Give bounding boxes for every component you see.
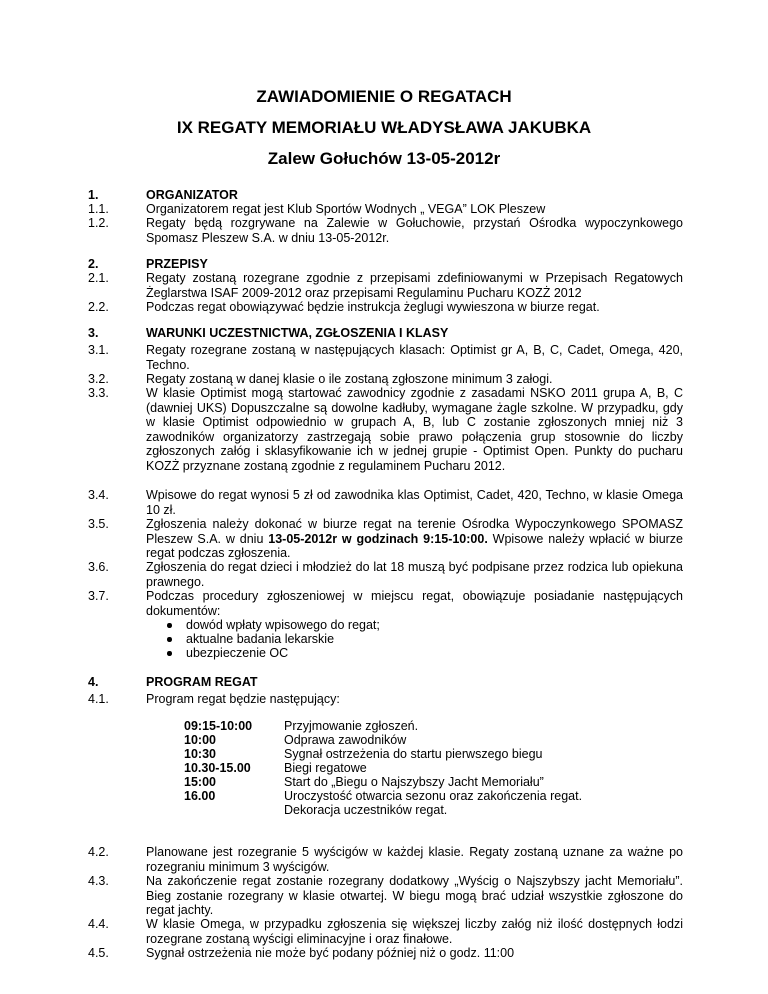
schedule-desc: Uroczystość otwarcia sezonu oraz zakończenia regat. xyxy=(284,789,583,803)
schedule-desc: Odprawa zawodników xyxy=(284,733,407,747)
item-number: 2.2. xyxy=(88,300,109,314)
item-text: Podczas procedury zgłoszeniowej w miejscu regat, obowiązuje posiadanie następujących dokumentów: xyxy=(146,589,683,618)
location-date: Zalew Gołuchów 13-05-2012r xyxy=(267,149,501,168)
item-text-part: Wpisowe należy wpłacić w biurze regat podczas zgłoszenia. xyxy=(146,531,684,560)
item-number: 3.1. xyxy=(88,343,109,357)
item-text: W klasie Optimist mogą startować zawodnicy zgodnie z zasadami NSKO 2011 grupa A, B, C (dawniej UKS) Dopuszczalne są dowolne kadłuby, wymagane żagle szkolne. W przypadku, gdy w klasie Optimist odpowiednio w grupach A, B, lub C zostanie zgłoszonych mniej niż 3 zawodników organizatorzy zastrzegają sobie prawo połączenia grup stosownie do liczby zgłoszonych załóg i sklasyfikowanie ich w jednej grupie - Optimist Open. Punkty do pucharu KOZŻ przyznane zostaną zgodnie z regulaminem Pucharu 2012. xyxy=(146,386,683,473)
item-text-part: Zgłoszenia należy dokonać w biurze regat na terenie Ośrodka Wypoczynkowego SPOMASZ Pleszew S.A. w dniu xyxy=(146,517,683,546)
section-heading: PRZEPISY xyxy=(146,257,208,271)
item-number: 1.1. xyxy=(88,202,109,216)
bullet-item: dowód wpłaty wpisowego do regat; xyxy=(186,618,380,632)
item-number: 1.2. xyxy=(88,216,109,230)
item-text: Wpisowe do regat wynosi 5 zł od zawodnika klas Optimist, Cadet, 420, Techno, w klasie Omega 10 zł. xyxy=(146,488,683,517)
item-number: 3.6. xyxy=(88,560,109,574)
item-number: 3.5. xyxy=(88,517,109,531)
item-number: 4.4. xyxy=(88,917,109,931)
item-text: Na zakończenie regat zostanie rozegrany dodatkowy „Wyścig o Najszybszy jacht Memoriału”. Bieg zostanie rozegrany w klasie otwartej. W biegu mogą brać udział wszystkie zgłoszone do regat jachty. xyxy=(146,874,683,917)
schedule-time: 10.30-15.00 xyxy=(184,761,251,775)
schedule-time: 15:00 xyxy=(184,775,216,789)
item-text: Regaty zostaną rozegrane zgodnie z przepisami zdefiniowanymi w Przepisach Regatowych Żeglarstwa ISAF 2009-2012 oraz przepisami Regulaminu Pucharu KOZŻ 2012 xyxy=(146,271,683,300)
schedule-desc: Dekoracja uczestników regat. xyxy=(284,803,448,817)
schedule-desc: Start do „Biegu o Najszybszy Jacht Memoriału” xyxy=(284,775,544,789)
bullet-item: aktualne badania lekarskie xyxy=(186,632,335,646)
registration-date-hours: 13-05-2012r w godzinach 9:15-10:00. xyxy=(268,531,488,546)
section-number: 4. xyxy=(88,675,99,689)
item-text: Sygnał ostrzeżenia nie może być podany później niż o godz. 11:00 xyxy=(146,946,515,960)
item-text: Planowane jest rozegranie 5 wyścigów w każdej klasie. Regaty zostaną uznane za ważne po rozegraniu minimum 3 wyścigów. xyxy=(146,845,683,874)
item-number: 4.3. xyxy=(88,874,109,888)
item-number: 3.3. xyxy=(88,386,109,400)
item-text: Regaty będą rozgrywane na Zalewie w Gołuchowie, przystań Ośrodka wypoczynkowego Spomasz Pleszew S.A. w dniu 13-05-2012r. xyxy=(146,216,683,245)
schedule-desc: Przyjmowanie zgłoszeń. xyxy=(284,719,419,733)
item-text: Program regat będzie następujący: xyxy=(146,692,340,706)
item-number: 2.1. xyxy=(88,271,109,285)
document-subtitle: IX REGATY MEMORIAŁU WŁADYSŁAWA JAKUBKA xyxy=(176,118,592,137)
item-text: Regaty zostaną w danej klasie o ile zostaną zgłoszone minimum 3 załogi. xyxy=(146,372,553,386)
schedule-desc: Sygnał ostrzeżenia do startu pierwszego biegu xyxy=(284,747,543,761)
section-heading: PROGRAM REGAT xyxy=(146,675,258,689)
item-text: W klasie Omega, w przypadku zgłoszenia się większej liczby załóg niż ilość dostępnych łodzi rozegrane zostaną wyścigi eliminacyjne i oraz finałowe. xyxy=(146,917,683,946)
item-number: 3.2. xyxy=(88,372,109,386)
item-text: Zgłoszenia do regat dzieci i młodzież do lat 18 muszą być podpisane przez rodzica lub opiekuna prawnego. xyxy=(146,560,683,589)
schedule-time: 10:30 xyxy=(184,747,216,761)
schedule-time: 16.00 xyxy=(184,789,216,803)
schedule-desc: Biegi regatowe xyxy=(284,761,367,775)
section-heading: ORGANIZATOR xyxy=(146,188,238,202)
item-text: Organizatorem regat jest Klub Sportów Wodnych „ VEGA” LOK Pleszew xyxy=(146,202,546,216)
item-number: 3.4. xyxy=(88,488,109,502)
section-heading: WARUNKI UCZESTNICTWA, ZGŁOSZENIA I KLASY xyxy=(146,326,449,340)
item-number: 3.7. xyxy=(88,589,109,603)
item-text: Podczas regat obowiązywać będzie instrukcja żeglugi wywieszona w biurze regat. xyxy=(146,300,600,314)
item-text: Regaty rozegrane zostaną w następujących klasach: Optimist gr A, B, C, Cadet, Omega, 420, Techno. xyxy=(146,343,683,372)
item-number: 4.2. xyxy=(88,845,109,859)
item-number: 4.1. xyxy=(88,692,109,706)
item-text xyxy=(146,517,683,561)
item-number: 4.5. xyxy=(88,946,109,960)
schedule-time: 10:00 xyxy=(184,733,216,747)
bullet-item: ubezpieczenie OC xyxy=(186,646,289,660)
section-number: 3. xyxy=(88,326,99,340)
section-number: 1. xyxy=(88,188,99,202)
section-number: 2. xyxy=(88,257,99,271)
schedule-time: 09:15-10:00 xyxy=(184,719,253,733)
document-title: ZAWIADOMIENIE O REGATACH xyxy=(256,87,512,106)
